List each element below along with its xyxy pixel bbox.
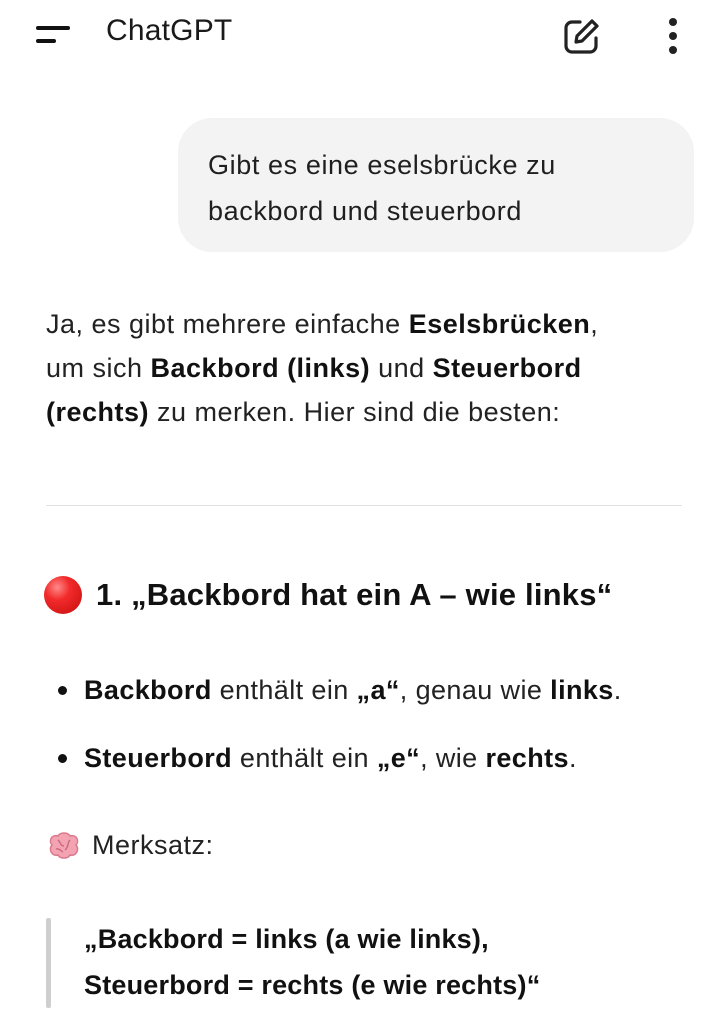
brain-icon xyxy=(46,831,82,861)
quote-line: Steuerbord = rechts (e wie rechts)“ xyxy=(84,970,541,1000)
bullet-list xyxy=(56,662,706,798)
blockquote xyxy=(84,916,704,1008)
menu-icon[interactable] xyxy=(34,22,72,48)
heading-text: 1. „Backbord hat ein A – wie links“ xyxy=(96,577,613,612)
divider xyxy=(46,505,682,506)
section-heading xyxy=(44,576,704,614)
new-chat-icon[interactable] xyxy=(562,16,602,56)
quote-line: „Backbord = links (a wie links), xyxy=(84,924,489,954)
merksatz-label-row xyxy=(46,830,214,861)
red-circle-icon xyxy=(44,576,82,614)
blockquote-bar xyxy=(46,918,51,1008)
list-item: Backbord enthält ein „a“, genau wie links. xyxy=(56,662,706,718)
app-header xyxy=(0,0,726,72)
user-message-line: Gibt es eine eselsbrücke zu xyxy=(208,150,556,180)
user-message-bubble xyxy=(178,118,694,252)
assistant-intro-paragraph: Ja, es gibt mehrere einfache Eselsbrücken, um sich Backbord (links) und Steuerbord (rechts) zu merken. Hier sind die besten: xyxy=(46,309,599,427)
app-title: ChatGPT xyxy=(106,14,233,47)
user-message-line: backbord und steuerbord xyxy=(208,196,523,226)
merksatz-label: Merksatz: xyxy=(92,830,214,860)
list-item: Steuerbord enthält ein „e“, wie rechts. xyxy=(56,730,706,786)
more-options-icon[interactable] xyxy=(658,14,688,58)
